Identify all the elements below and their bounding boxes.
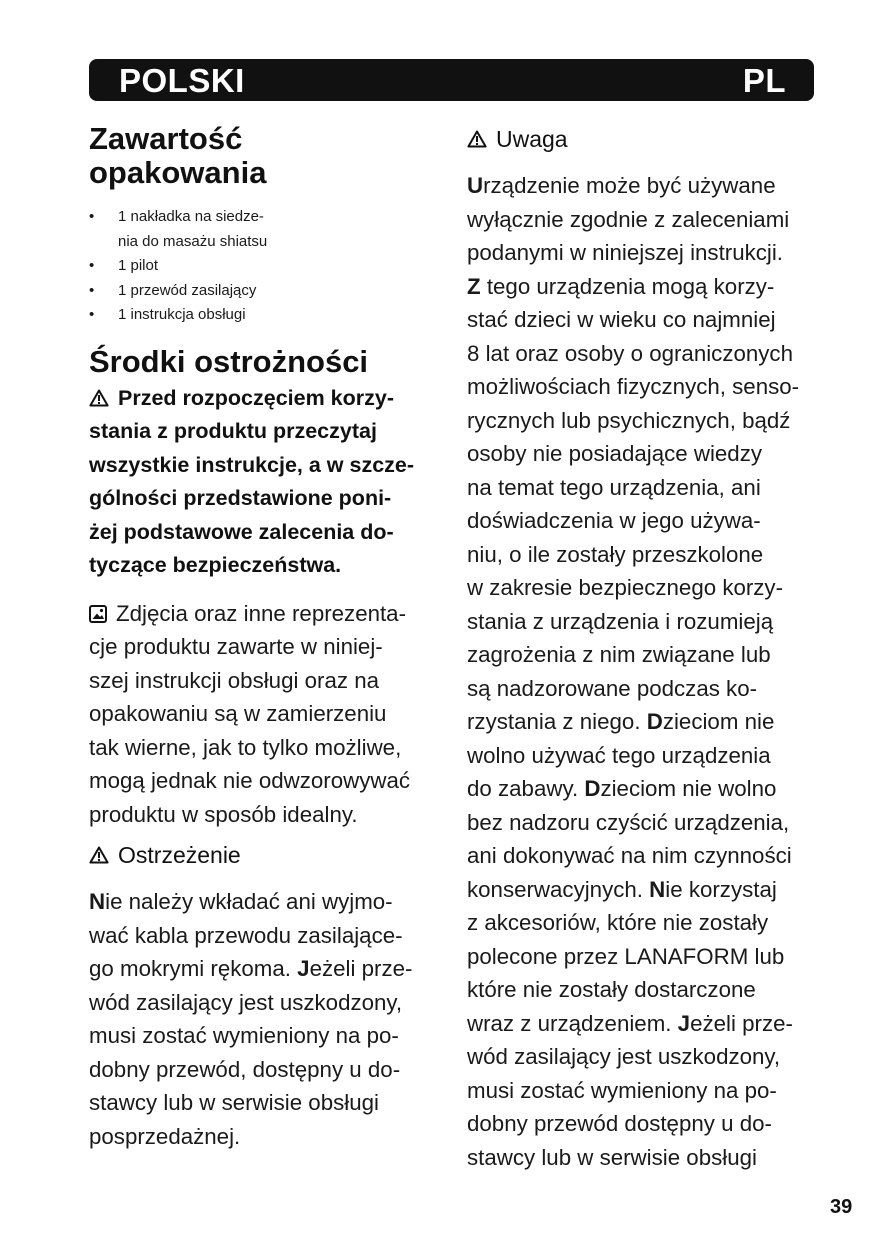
text-segment: do zabawy. (467, 776, 585, 801)
text-segment: zieciom nie wolno (600, 776, 777, 801)
text-segment: konserwacyjnych. (467, 876, 650, 902)
contents-list (89, 205, 441, 328)
warning-triangle-icon (89, 846, 109, 864)
text-segment: doświadczenia w jego używa- (467, 508, 761, 533)
text-segment: rzystania z niego. (467, 709, 647, 734)
text-line: opakowaniu są w zamierzeniu (89, 701, 387, 726)
right-column (467, 122, 822, 1174)
caution-paragraph (467, 169, 822, 1174)
images-disclaimer-paragraph (89, 597, 441, 832)
initial-letter: U (467, 173, 484, 198)
text-segment: wraz z urządzeniem. (467, 1010, 678, 1036)
initial-letter: J (297, 956, 310, 981)
text-segment: które nie zostały dostarczone (467, 977, 756, 1002)
text-segment: z akcesoriów, które nie zostały (467, 910, 769, 935)
text-segment: możliwościach fizycznych, senso- (467, 374, 800, 399)
precautions-title: Środki ostrożności (89, 343, 369, 379)
text-segment: stawcy lub w serwisie obsługi (467, 1144, 757, 1170)
text-line: Przed rozpoczęciem korzy- (118, 385, 395, 410)
initial-letter: N (89, 889, 106, 914)
text-segment: dobny przewód dostępny u do- (467, 1111, 772, 1136)
initial-letter: D (646, 709, 663, 734)
list-item: • 1 pilot (89, 254, 441, 279)
text-segment: stać dzieci w wieku co najmniej (467, 307, 776, 332)
warning-heading: Ostrzeżenie (89, 838, 441, 872)
initial-letter: N (649, 876, 666, 902)
text-segment: eżeli prze- (309, 956, 413, 981)
text-segment: wyłącznie zgodnie z zaleceniami (467, 206, 790, 232)
list-item: • 1 przewód zasilający (89, 279, 441, 304)
text-segment: eżeli prze- (690, 1010, 793, 1036)
text-line: tyczące bezpieczeństwa. (89, 553, 342, 577)
text-segment: ie należy wkładać ani wyjmo- (105, 889, 393, 914)
text-segment: osoby nie posiadające wiedzy (467, 441, 762, 466)
text-segment: bez nadzoru czyścić urządzenia, (467, 809, 790, 835)
text-line: stania z produktu przeczytaj (89, 419, 377, 443)
text-segment: zieciom nie (662, 709, 775, 734)
text-segment: na temat tego urządzenia, ani (467, 474, 761, 500)
text-segment: rządzenie może być używane (483, 173, 776, 198)
contents-title: Zawartość opakowania (89, 121, 267, 190)
page-number: 39 (830, 1196, 853, 1218)
warning-triangle-icon (467, 130, 487, 148)
warning-triangle-icon (89, 389, 109, 407)
text-line: mogą jednak nie odwzorowywać (89, 768, 410, 793)
language-header-bar (89, 59, 814, 101)
text-segment: dobny przewód, dostępny u do- (89, 1056, 401, 1082)
text-line: żej podstawowe zalecenia do- (89, 519, 394, 544)
initial-letter: D (584, 776, 601, 801)
text-line: tak wierne, jak to tylko możliwe, (89, 734, 402, 760)
text-line: produktu w sposób idealny. (89, 801, 358, 827)
warning-paragraph (89, 885, 441, 1153)
text-segment: podanymi w niniejszej instrukcji. (467, 240, 783, 265)
initial-letter: Z (467, 273, 481, 299)
left-column (89, 122, 441, 1153)
text-line: gólności przedstawione poni- (89, 486, 392, 510)
text-line: szej instrukcji obsługi oraz na (89, 667, 379, 693)
text-segment: stawcy lub w serwisie obsługi (89, 1090, 379, 1115)
list-item: • 1 nakładka na siedze- nia do masażu shiatsu (89, 205, 441, 254)
text-segment: polecone przez LANAFORM lub (467, 943, 785, 969)
text-segment: ani dokonywać na nim czynności (467, 843, 792, 868)
text-segment: wód zasilający jest uszkodzony, (89, 989, 403, 1015)
text-segment: stania z urządzenia i rozumieją (467, 608, 774, 634)
text-segment: 8 lat oraz osoby o ograniczonych (467, 340, 793, 366)
photo-icon (89, 605, 107, 623)
text-segment: rycznych lub psychicznych, bądź (467, 407, 791, 433)
text-line: wszystkie instrukcje, a w szcze- (89, 452, 415, 477)
text-segment: ie korzystaj (665, 876, 777, 902)
text-segment: wolno używać tego urządzenia (467, 742, 771, 768)
text-line: Zdjęcia oraz inne reprezenta- (116, 600, 407, 626)
language-code: PL (742, 61, 786, 99)
list-item: • 1 instrukcja obsługi (89, 303, 441, 328)
precautions-lead-paragraph (89, 382, 441, 583)
text-segment: w zakresie bezpiecznego korzy- (467, 575, 784, 600)
text-segment: musi zostać wymieniony na po- (89, 1023, 399, 1048)
text-segment: są nadzorowane podczas ko- (467, 675, 758, 701)
initial-letter: J (677, 1010, 691, 1036)
text-segment: zagrożenia z nim związane lub (467, 642, 771, 667)
text-segment: posprzedażnej. (89, 1123, 241, 1149)
text-segment: go mokrymi rękoma. (89, 956, 298, 981)
text-segment: niu, o ile zostały przeszkolone (467, 541, 764, 567)
text-segment: wać kabla przewodu zasilające- (89, 922, 403, 948)
text-segment: musi zostać wymieniony na po- (467, 1077, 777, 1103)
language-label: POLSKI (119, 61, 245, 99)
text-segment: wód zasilający jest uszkodzony, (467, 1044, 781, 1069)
text-segment: tego urządzenia mogą korzy- (480, 273, 775, 299)
caution-heading: Uwaga (467, 122, 822, 156)
text-line: cje produktu zawarte w niniej- (89, 634, 383, 659)
